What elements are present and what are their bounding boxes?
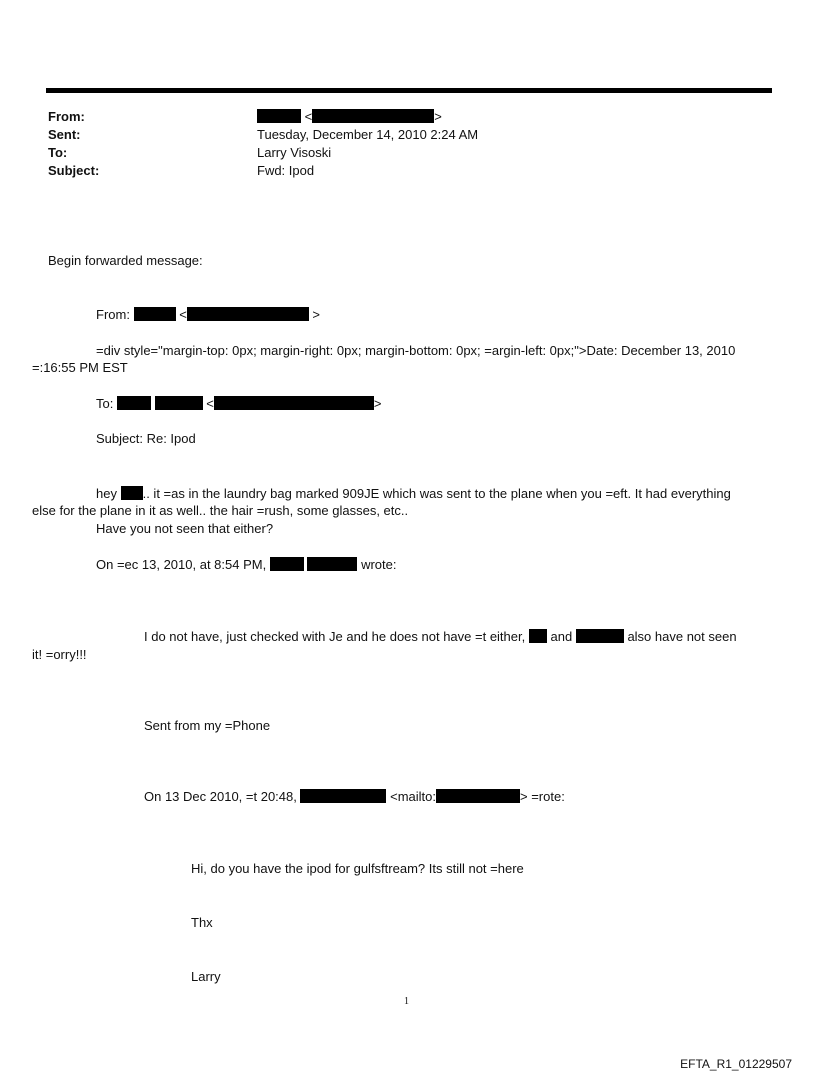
redaction-block	[312, 109, 434, 123]
from-value: < >	[257, 109, 442, 124]
to-value: Larry Visoski	[257, 145, 332, 160]
redaction-block	[155, 396, 203, 410]
redaction-block	[270, 557, 304, 571]
hey-line-3: Have you not seen that either?	[96, 521, 274, 536]
redaction-block	[134, 307, 176, 321]
fwd-from-line: From: < >	[96, 307, 321, 322]
date-line-continued: =:16:55 PM EST	[32, 360, 128, 375]
document-id: EFTA_R1_01229507	[680, 1057, 792, 1071]
signature-larry: Larry	[191, 969, 221, 984]
redaction-block	[187, 307, 309, 321]
i-do-not-line: I do not have, just checked with Je and he does not have =t either, and also have not seen	[144, 629, 737, 644]
redaction-block	[257, 109, 301, 123]
hey-line-2: else for the plane in it as well.. the hair =rush, some glasses, etc..	[32, 503, 409, 518]
subject-value: Fwd: Ipod	[257, 163, 315, 178]
redaction-block	[117, 396, 151, 410]
begin-forwarded-text: Begin forwarded message:	[48, 253, 203, 268]
header-rule	[46, 88, 772, 93]
redaction-block	[576, 629, 624, 643]
redaction-block	[214, 396, 374, 410]
redaction-block	[121, 486, 143, 500]
hey-line: hey .. it =as in the laundry bag marked 909JE which was sent to the plane when you =eft. It had everything	[96, 486, 731, 501]
i-do-not-line-2: it! =orry!!!	[32, 647, 87, 662]
sent-from-line: Sent from my =Phone	[144, 718, 271, 733]
on-ec-line: On =ec 13, 2010, at 8:54 PM, wrote:	[96, 557, 397, 572]
redaction-block	[529, 629, 547, 643]
page-number: 1	[404, 996, 409, 1007]
subject-label: Subject:	[48, 163, 100, 178]
sent-label: Sent:	[48, 127, 81, 142]
fwd-to-line: To: < >	[96, 396, 382, 411]
from-label: From:	[48, 109, 85, 124]
redaction-block	[436, 789, 520, 803]
on-13-dec-line: On 13 Dec 2010, =t 20:48, <mailto: > =rote:	[144, 789, 565, 804]
sent-value: Tuesday, December 14, 2010 2:24 AM	[257, 127, 479, 142]
fwd-subject-line: Subject: Re: Ipod	[96, 431, 196, 446]
redaction-block	[307, 557, 357, 571]
to-label: To:	[48, 145, 68, 160]
date-line: =div style="margin-top: 0px; margin-right: 0px; margin-bottom: 0px; =argin-left: 0px;">Date: December 13, 2010	[96, 343, 736, 358]
thx-line: Thx	[191, 915, 213, 930]
redaction-block	[300, 789, 386, 803]
hi-line: Hi, do you have the ipod for gulfsftream? Its still not =here	[191, 861, 524, 876]
